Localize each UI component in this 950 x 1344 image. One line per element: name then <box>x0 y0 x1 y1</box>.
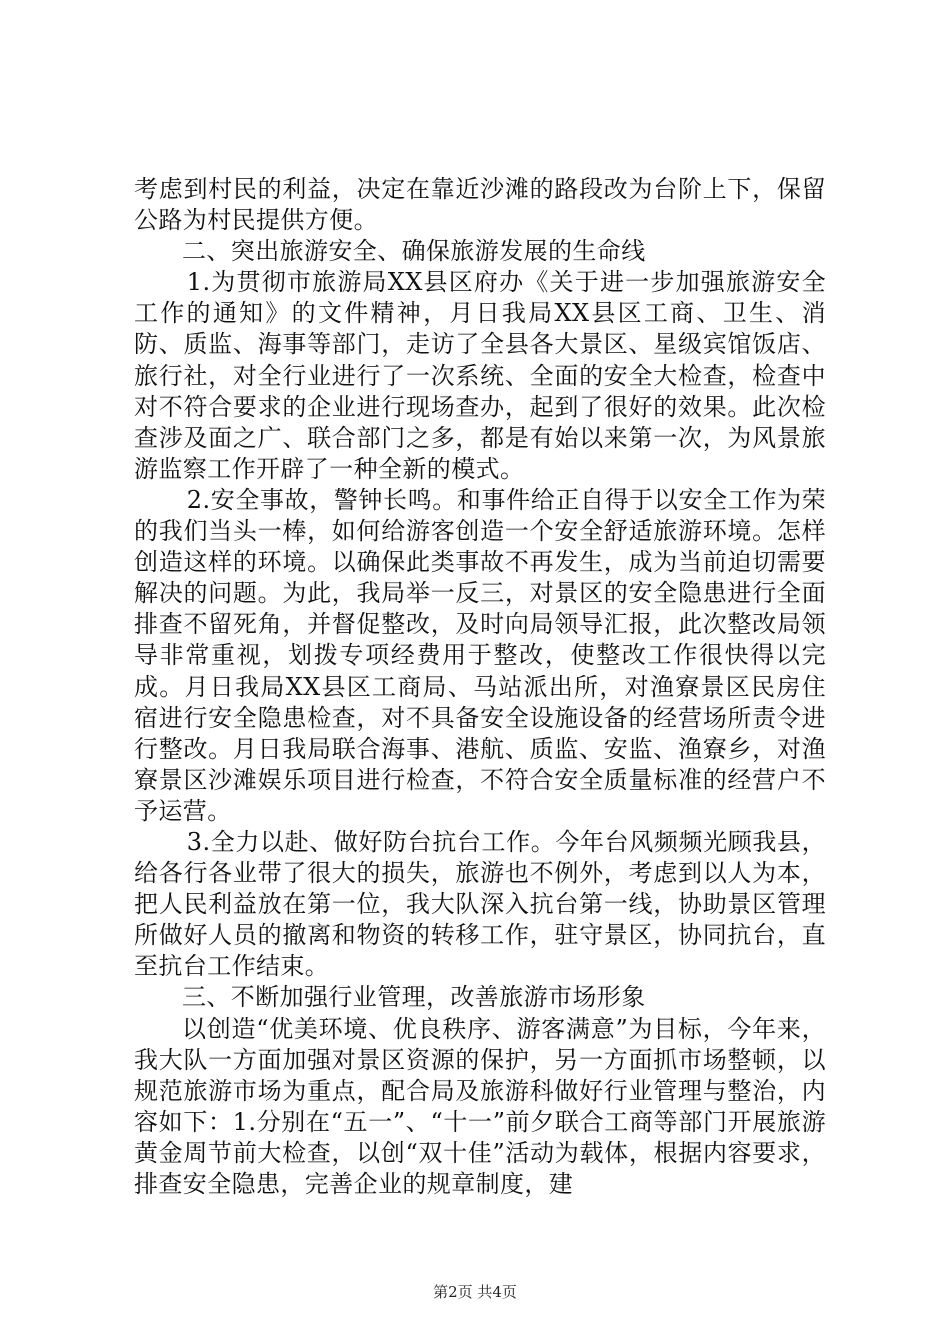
page-number-footer: 第2页 共4页 <box>433 1283 517 1301</box>
paragraph-item-3: 3.全力以赴、做好防台抗台工作。今年台风频频光顾我县，给各行各业带了很大的损失，旅游也不例外，考虑到以人为本，把人民利益放在第一位，我大队深入抗台第一线，协助景区管理所做好人员的撤离和物资的转移工作，驻守景区，协同抗台，直至抗台工作结束。 <box>134 827 826 981</box>
paragraph-continuation: 考虑到村民的利益，决定在靠近沙滩的路段改为台阶上下，保留公路为村民提供方便。 <box>134 175 826 235</box>
paragraph-section-3-body: 以创造“优美环境、优良秩序、游客满意”为目标，今年来，我大队一方面加强对景区资源的保护，另一方面抓市场整顿，以规范旅游市场为重点，配合局及旅游科做好行业管理与整治，内容如下：1.分别在“五一”、“十一”前夕联合工商等部门开展旅游黄金周节前大检查，以创“双十佳”活动为载体，根据内容要求，排查安全隐患，完善企业的规章制度，建 <box>134 1014 826 1198</box>
section-heading-3: 三、不断加强行业管理，改善旅游市场形象 <box>182 983 646 1012</box>
document-body <box>134 174 826 1200</box>
paragraph-item-2: 2.安全事故，警钟长鸣。和事件给正自得于以安全工作为荣的我们当头一棒，如何给游客创造一个安全舒适旅游环境。怎样创造这样的环境。以确保此类事故不再发生，成为当前迫切需要解决的问题。为此，我局举一反三，对景区的安全隐患进行全面排查不留死角，并督促整改，及时向局领导汇报，此次整改局领导非常重视，划拨专项经费用于整改，使整改工作很快得以完成。月日我局XX县区工商局、马站派出所，对渔寮景区民房住宿进行安全隐患检查，对不具备安全设施设备的经营场所责令进行整改。月日我局联合海事、港航、质监、安监、渔寮乡，对渔寮景区沙滩娱乐项目进行检查，不符合安全质量标准的经营户不予运营。 <box>134 485 826 825</box>
section-heading-2: 二、突出旅游安全、确保旅游发展的生命线 <box>182 237 646 266</box>
paragraph-item-1: 1.为贯彻市旅游局XX县区府办《关于进一步加强旅游安全工作的通知》的文件精神，月日我局XX县区工商、卫生、消防、质监、海事等部门，走访了全县各大景区、星级宾馆饭店、旅行社，对全行业进行了一次系统、全面的安全大检查，检查中对不符合要求的企业进行现场查办，起到了很好的效果。此次检查涉及面之广、联合部门之多，都是有始以来第一次，为风景旅游监察工作开辟了一种全新的模式。 <box>134 268 826 483</box>
